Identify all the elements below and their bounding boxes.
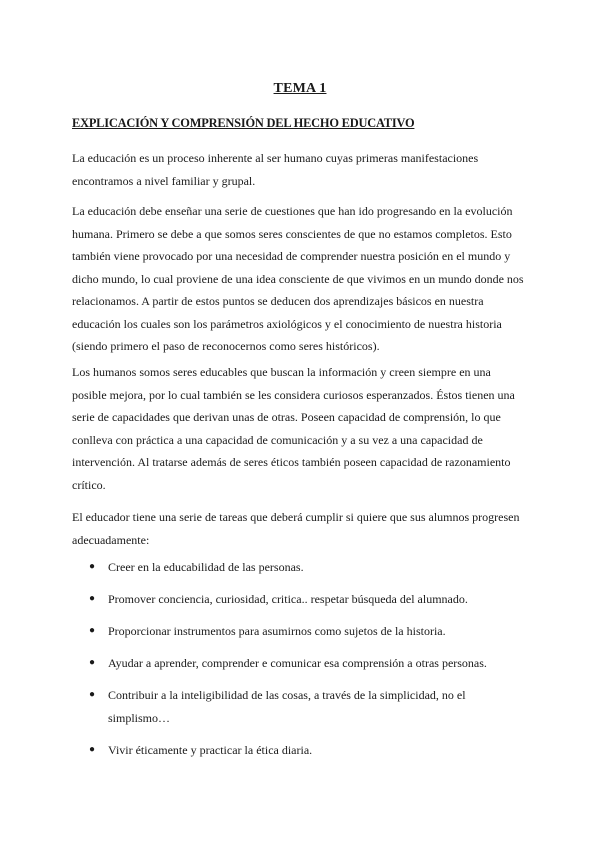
bullet-icon: ● (89, 593, 96, 604)
paragraph-educator-tasks: El educador tiene una serie de tareas que deberá cumplir si quiere que sus alumnos progresen adecuadamente: (72, 510, 520, 547)
list-item-text: Contribuir a la inteligibilidad de las cosas, a través de la simplicidad, no el simplismo… (108, 688, 466, 725)
list-item (72, 652, 528, 675)
list-item-text: Proporcionar instrumentos para asumirnos como sujetos de la historia. (108, 624, 446, 638)
list-item (72, 739, 528, 762)
paragraph-educable-humans: Los humanos somos seres educables que buscan la información y creen siempre en una posible mejora, por lo cual también se les considera curiosos esperanzados. Éstos tienen una serie de capacidades que derivan unas de otras. Poseen capacidad de comprensión, lo que conlleva con práctica a una capacidad de comunicación y a su vez a una capacidad de intervención. Al tratarse además de seres éticos también poseen capacidad de razonamiento crítico. (72, 365, 515, 492)
bullet-icon: ● (89, 561, 96, 572)
list-item (72, 588, 528, 611)
paragraph-intro: La educación es un proceso inherente al ser humano cuyas primeras manifestaciones encontramos a nivel familiar y grupal. (72, 151, 479, 188)
task-list (72, 556, 528, 771)
list-item-text: Ayudar a aprender, comprender e comunicar esa comprensión a otras personas. (108, 656, 487, 670)
paragraph-evolution: La educación debe enseñar una serie de cuestiones que han ido progresando en la evolución humana. Primero se debe a que somos seres conscientes de que no estamos completos. Esto también viene provocado por una necesidad de comprender nuestra posición en el mundo y dicho mundo, lo cual proviene de una idea consciente de que vivimos en un mundo donde nos relacionamos. A partir de estos puntos se deducen dos aprendizajes básicos en nuestra educación los cuales son los parámetros axiológicos y el conocimiento de nuestra historia (siendo primero el paso de reconocernos como seres históricos). (72, 204, 524, 353)
document-title: TEMA 1 (273, 81, 327, 96)
bullet-icon: ● (89, 625, 96, 636)
bullet-icon: ● (89, 743, 96, 755)
bullet-icon: ● (89, 657, 96, 668)
list-item-text: Creer en la educabilidad de las personas. (108, 560, 304, 574)
list-item (72, 620, 528, 643)
section-heading: EXPLICACIÓN Y COMPRENSIÓN DEL HECHO EDUCATIVO (72, 116, 415, 130)
bullet-icon: ● (89, 689, 96, 700)
list-item-text: Promover conciencia, curiosidad, critica.. respetar búsqueda del alumnado. (108, 592, 468, 606)
list-item-text: Vivir éticamente y practicar la ética diaria. (108, 742, 313, 757)
list-item (72, 684, 528, 729)
list-item (72, 556, 528, 579)
